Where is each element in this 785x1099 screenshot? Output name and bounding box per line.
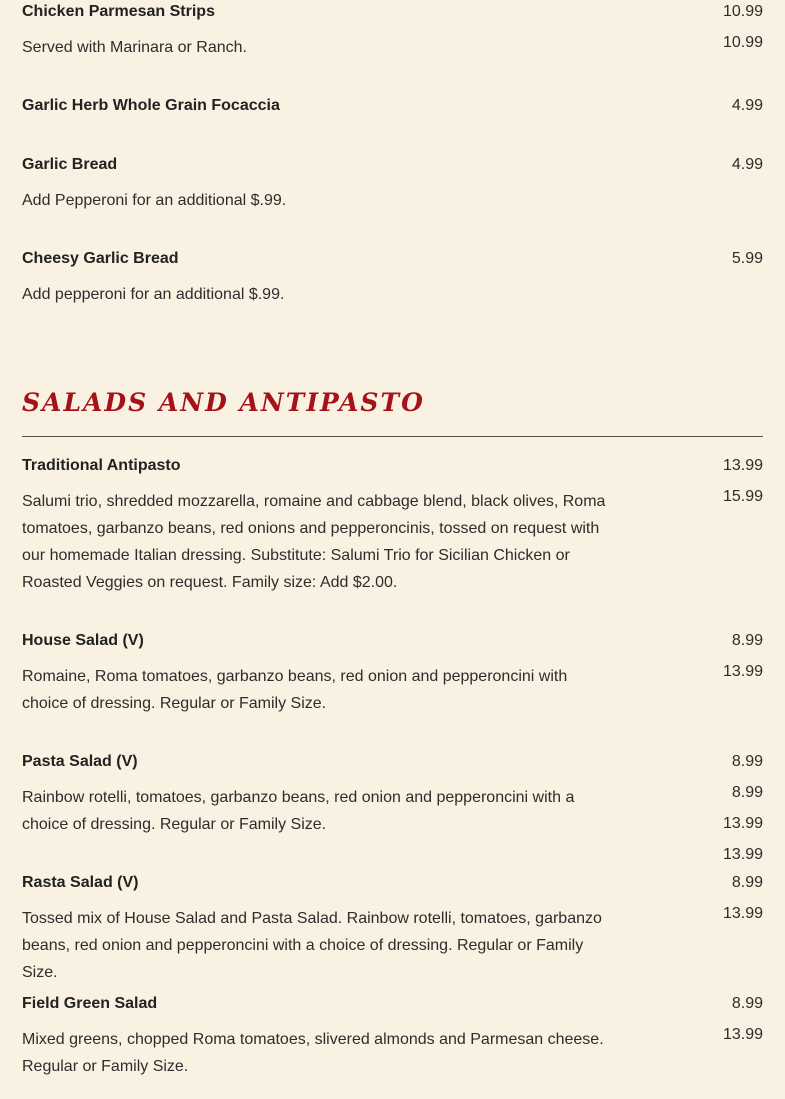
item-price: 13.99 — [722, 663, 763, 680]
item-price: 15.99 — [722, 488, 763, 505]
section-divider — [22, 436, 763, 437]
item-name: Pasta Salad (V) — [22, 753, 138, 770]
item-description: Rainbow rotelli, tomatoes, garbanzo beans, red onion and pepperoncini with a choice of dressing. Regular or Family Size. — [22, 789, 575, 833]
item-price: 13.99 — [722, 846, 763, 863]
item-price: 8.99 — [731, 632, 763, 649]
item-name: House Salad (V) — [22, 632, 144, 649]
section-title: SALADS AND ANTIPASTO — [22, 388, 425, 417]
item-price: 13.99 — [722, 815, 763, 832]
item-price: 13.99 — [722, 905, 763, 922]
item-price: 10.99 — [722, 34, 763, 51]
item-price: 8.99 — [731, 784, 763, 801]
item-name: Traditional Antipasto — [22, 457, 181, 474]
item-price: 5.99 — [731, 250, 763, 267]
item-price: 8.99 — [731, 753, 763, 770]
item-price: 4.99 — [731, 97, 763, 114]
item-name: Garlic Bread — [22, 156, 118, 173]
item-description: Tossed mix of House Salad and Pasta Salad. Rainbow rotelli, tomatoes, garbanzo beans, red onion and pepperoncini with a choice of dressing. Regular or Family Size. — [22, 910, 602, 981]
item-description: Salumi trio, shredded mozzarella, romaine and cabbage blend, black olives, Roma tomatoes, garbanzo beans, red onions and pepperoncinis, tossed on request with our homemade Italian dressing. Substitute: Salumi Trio for Sicilian Chicken or Roasted Veggies on request. Family size: Add $2.00. — [22, 493, 606, 591]
item-price: 8.99 — [731, 995, 763, 1012]
item-description: Add Pepperoni for an additional $.99. — [22, 192, 287, 209]
item-name: Chicken Parmesan Strips — [22, 3, 215, 20]
item-description: Add pepperoni for an additional $.99. — [22, 286, 285, 303]
item-price: 10.99 — [722, 3, 763, 20]
item-price: 4.99 — [731, 156, 763, 173]
item-name: Cheesy Garlic Bread — [22, 250, 179, 267]
item-name: Garlic Herb Whole Grain Focaccia — [22, 97, 280, 114]
item-description: Served with Marinara or Ranch. — [22, 39, 247, 56]
item-price: 13.99 — [722, 457, 763, 474]
item-description: Mixed greens, chopped Roma tomatoes, slivered almonds and Parmesan cheese. Regular or Family Size. — [22, 1031, 604, 1075]
item-name: Rasta Salad (V) — [22, 874, 139, 891]
item-price: 13.99 — [722, 1026, 763, 1043]
item-description: Romaine, Roma tomatoes, garbanzo beans, red onion and pepperoncini with choice of dressing. Regular or Family Size. — [22, 668, 568, 712]
item-name: Field Green Salad — [22, 995, 158, 1012]
item-price: 8.99 — [731, 874, 763, 891]
